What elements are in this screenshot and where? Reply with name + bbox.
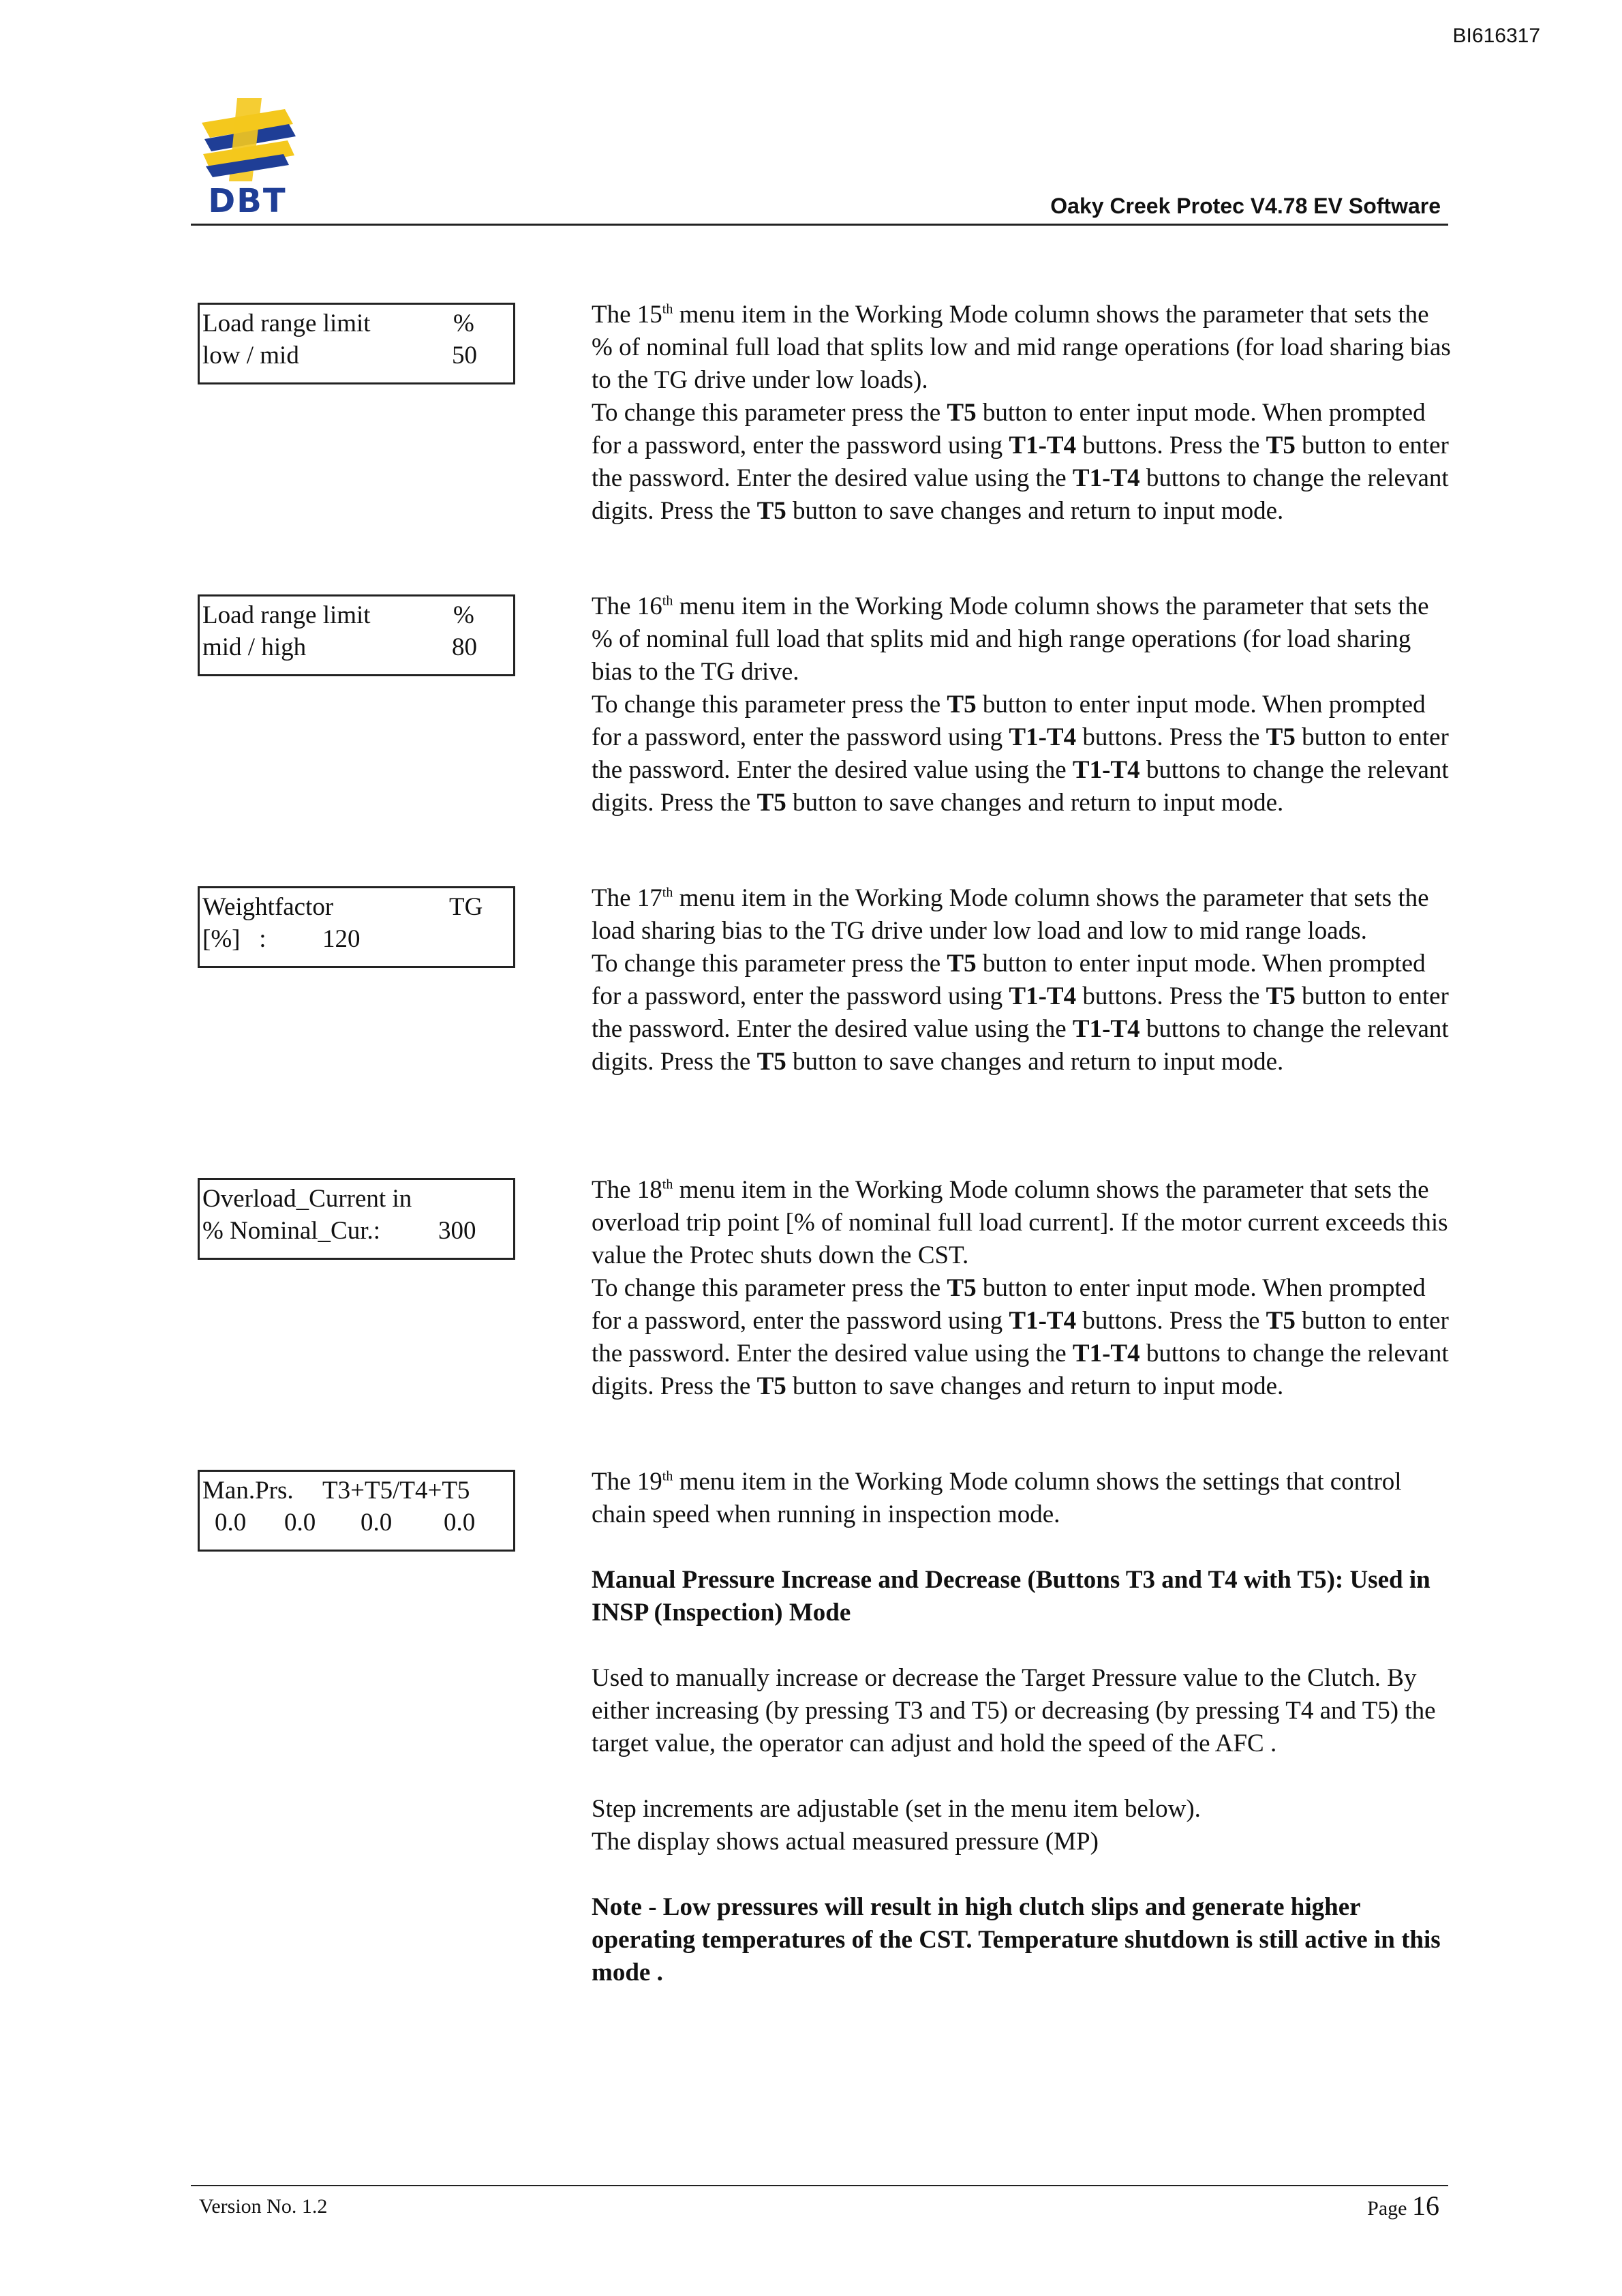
section-17 bbox=[592, 882, 1454, 1078]
document-id: BI616317 bbox=[1452, 25, 1540, 47]
lcd-unit: % bbox=[453, 309, 474, 337]
lcd-label: Load range limit bbox=[202, 309, 371, 337]
page-number bbox=[1367, 2190, 1439, 2222]
page-number-value: 16 bbox=[1412, 2190, 1439, 2221]
change-instructions: To change this parameter press the T5 button to enter input mode. When prompted for a password, enter the password using T1-T4 buttons. Press the T5 button to enter the password. Enter the desired value using the T1-T4 buttons to change the relevant digits. Press the T5 button to save changes and return to input mode. bbox=[592, 950, 1449, 1076]
lcd-unit: % bbox=[453, 601, 474, 629]
logo-wordmark: DBT bbox=[208, 182, 287, 220]
lcd-label: Man.Prs. bbox=[202, 1477, 294, 1505]
lcd-display-load-range-low-mid bbox=[198, 303, 515, 384]
lcd-display-manual-pressure bbox=[198, 1470, 515, 1552]
section-15 bbox=[592, 299, 1454, 528]
section-intro: The 19th menu item in the Working Mode column shows the settings that control chain speed when running in inspection mode. bbox=[592, 1468, 1402, 1528]
dbt-logo-mark-icon bbox=[196, 97, 299, 185]
lcd-value: 0.0 bbox=[361, 1509, 393, 1537]
lcd-value: 300 bbox=[438, 1217, 476, 1245]
lcd-value: 50 bbox=[452, 342, 477, 369]
lcd-label: Weightfactor bbox=[202, 893, 334, 921]
display-measured-pressure-text: The display shows actual measured pressure (MP) bbox=[592, 1828, 1099, 1856]
lcd-value: 120 bbox=[322, 925, 361, 953]
dbt-logo bbox=[196, 97, 299, 224]
warning-note: Note - Low pressures will result in high clutch slips and generate higher operating temperatures of the CST. Temperature shutdown is still active in this mode . bbox=[592, 1893, 1441, 1987]
lcd-value: 0.0 bbox=[444, 1509, 476, 1537]
section-intro: The 16th menu item in the Working Mode column shows the parameter that sets the % of nominal full load that splits mid and high range operations (for load sharing bias to the TG drive. bbox=[592, 592, 1429, 686]
section-18 bbox=[592, 1174, 1454, 1403]
section-16 bbox=[592, 590, 1454, 819]
lcd-display-overload-current bbox=[198, 1178, 515, 1260]
footer-divider bbox=[191, 2185, 1448, 2186]
section-intro: The 18th menu item in the Working Mode column shows the parameter that sets the overload trip point [% of nominal full load current]. If the motor current exceeds this value the Protec shuts down the CST. bbox=[592, 1176, 1448, 1269]
lcd-unit: TG bbox=[449, 893, 483, 921]
manual-pressure-body: Used to manually increase or decrease the Target Pressure value to the Clutch. By either increasing (by pressing T3 and T5) or decreasing (by pressing T4 and T5) the target value, the operator can adjust and hold the speed of the AFC . bbox=[592, 1664, 1436, 1757]
section-19 bbox=[592, 1466, 1454, 1989]
lcd-label: [%] : bbox=[202, 925, 266, 953]
lcd-value: 0.0 bbox=[215, 1509, 247, 1537]
lcd-label: Overload_Current in bbox=[202, 1185, 412, 1213]
change-instructions: To change this parameter press the T5 button to enter input mode. When prompted for a password, enter the password using T1-T4 buttons. Press the T5 button to enter the password. Enter the desired value using the T1-T4 buttons to change the relevant digits. Press the T5 button to save changes and return to input mode. bbox=[592, 399, 1449, 525]
section-intro: The 17th menu item in the Working Mode column shows the parameter that sets the load sharing bias to the TG drive under low load and low to mid range loads. bbox=[592, 884, 1429, 945]
lcd-unit: T3+T5/T4+T5 bbox=[322, 1477, 470, 1505]
change-instructions: To change this parameter press the T5 button to enter input mode. When prompted for a password, enter the password using T1-T4 buttons. Press the T5 button to enter the password. Enter the desired value using the T1-T4 buttons to change the relevant digits. Press the T5 button to save changes and return to input mode. bbox=[592, 1274, 1449, 1400]
lcd-label: % Nominal_Cur.: bbox=[202, 1217, 381, 1245]
lcd-label: Load range limit bbox=[202, 601, 371, 629]
page-label: Page bbox=[1367, 2197, 1407, 2220]
lcd-display-load-range-mid-high bbox=[198, 594, 515, 676]
section-intro: The 15th menu item in the Working Mode column shows the parameter that sets the % of nominal full load that splits low and mid range operations (for load sharing bias to the TG drive under low loads). bbox=[592, 301, 1451, 394]
lcd-display-weightfactor bbox=[198, 886, 515, 968]
version-number: Version No. 1.2 bbox=[199, 2195, 328, 2218]
manual-pressure-heading: Manual Pressure Increase and Decrease (Buttons T3 and T4 with T5): Used in INSP (Inspection) Mode bbox=[592, 1566, 1430, 1627]
lcd-label: mid / high bbox=[202, 633, 307, 661]
header-title: Oaky Creek Protec V4.78 EV Software bbox=[1050, 194, 1441, 218]
lcd-label: low / mid bbox=[202, 342, 299, 369]
lcd-value: 0.0 bbox=[284, 1509, 316, 1537]
change-instructions: To change this parameter press the T5 button to enter input mode. When prompted for a password, enter the password using T1-T4 buttons. Press the T5 button to enter the password. Enter the desired value using the T1-T4 buttons to change the relevant digits. Press the T5 button to save changes and return to input mode. bbox=[592, 691, 1449, 817]
header-divider bbox=[191, 224, 1448, 226]
step-increments-text: Step increments are adjustable (set in the menu item below). bbox=[592, 1795, 1201, 1823]
lcd-value: 80 bbox=[452, 633, 477, 661]
